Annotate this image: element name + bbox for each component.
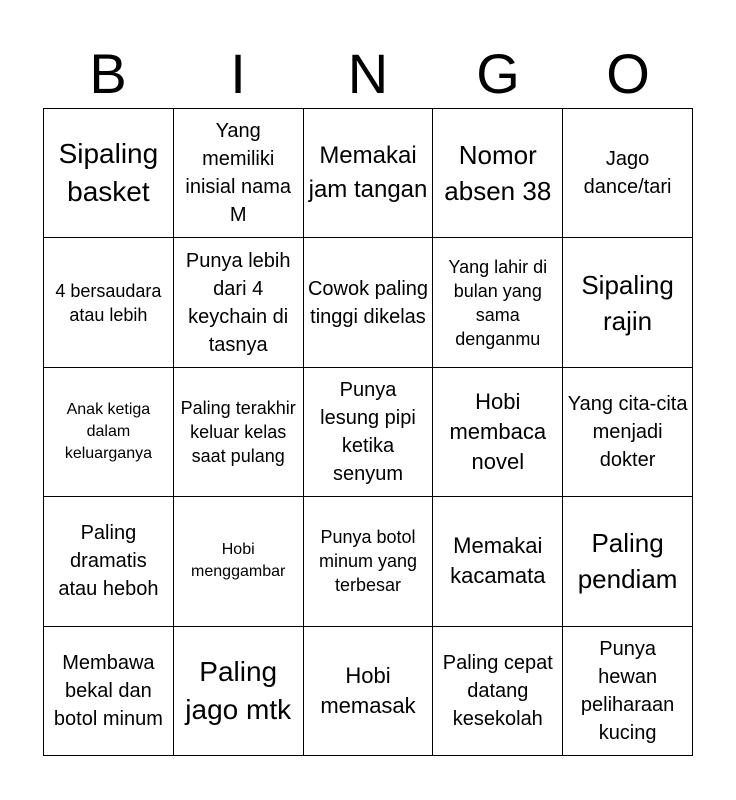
bingo-cell[interactable] — [304, 238, 434, 367]
bingo-cell[interactable] — [563, 238, 693, 367]
cell-text: Hobi memasak — [320, 662, 416, 718]
cell-text: Punya lesung pipi ketika senyum — [320, 378, 416, 485]
cell-text: Paling jago mtk — [185, 655, 292, 725]
cell-text: Paling dramatis atau heboh — [58, 522, 159, 601]
cell-text: Yang memiliki inisial nama M — [185, 120, 291, 227]
bingo-cell[interactable] — [304, 497, 434, 626]
bingo-cell[interactable] — [433, 109, 563, 238]
bingo-cell[interactable] — [44, 497, 174, 626]
bingo-cell[interactable] — [44, 238, 174, 367]
cell-text: Memakai jam tangan — [308, 142, 428, 204]
header-letter-g: G — [476, 42, 520, 105]
header-letter-b: B — [89, 42, 127, 105]
cell-text: Paling terakhir keluar kelas saat pulang — [180, 397, 296, 466]
cell-text: Membawa bekal dan botol minum — [53, 651, 163, 730]
bingo-cell[interactable] — [304, 627, 434, 756]
bingo-cell[interactable] — [563, 497, 693, 626]
bingo-cell[interactable] — [44, 368, 174, 497]
bingo-cell[interactable] — [174, 497, 304, 626]
bingo-header — [43, 40, 693, 108]
bingo-cell[interactable] — [174, 368, 304, 497]
cell-text: Punya lebih dari 4 keychain di tasnya — [185, 249, 291, 356]
cell-text: Memakai kacamata — [450, 533, 546, 589]
cell-text: Paling cepat datang kesekolah — [442, 651, 553, 730]
cell-text: Nomor absen 38 — [444, 140, 552, 207]
header-letter-o: O — [606, 42, 650, 105]
bingo-cell[interactable] — [433, 497, 563, 626]
cell-text: Anak ketiga dalam keluarganya — [64, 400, 152, 462]
bingo-cell[interactable] — [433, 627, 563, 756]
cell-text: Hobi menggambar — [191, 541, 286, 581]
cell-text: 4 bersaudara atau lebih — [55, 280, 162, 325]
cell-text: Punya botol minum yang terbesar — [318, 527, 418, 596]
bingo-cell[interactable] — [174, 238, 304, 367]
cell-text: Yang lahir di bulan yang sama denganmu — [448, 256, 548, 349]
header-letter-i: I — [230, 42, 246, 105]
cell-text: Sipaling rajin — [581, 269, 674, 336]
bingo-cell[interactable] — [44, 627, 174, 756]
bingo-cell[interactable] — [304, 368, 434, 497]
bingo-cell[interactable] — [433, 368, 563, 497]
cell-text: Hobi membaca novel — [449, 388, 547, 474]
bingo-cell[interactable] — [563, 109, 693, 238]
bingo-grid — [43, 108, 693, 756]
bingo-cell[interactable] — [174, 109, 304, 238]
cell-text: Sipaling basket — [58, 138, 159, 208]
cell-text: Punya hewan peliharaan kucing — [580, 637, 675, 744]
bingo-cell[interactable] — [174, 627, 304, 756]
bingo-cell[interactable] — [44, 109, 174, 238]
cell-text: Yang cita-cita menjadi dokter — [567, 392, 688, 471]
bingo-cell[interactable] — [563, 368, 693, 497]
cell-text: Paling pendiam — [577, 528, 678, 595]
header-letter-n: N — [347, 42, 389, 105]
bingo-cell[interactable] — [433, 238, 563, 367]
cell-text: Jago dance/tari — [583, 148, 672, 199]
bingo-cell[interactable] — [304, 109, 434, 238]
cell-text: Cowok paling tinggi dikelas — [307, 277, 429, 328]
bingo-cell[interactable] — [563, 627, 693, 756]
